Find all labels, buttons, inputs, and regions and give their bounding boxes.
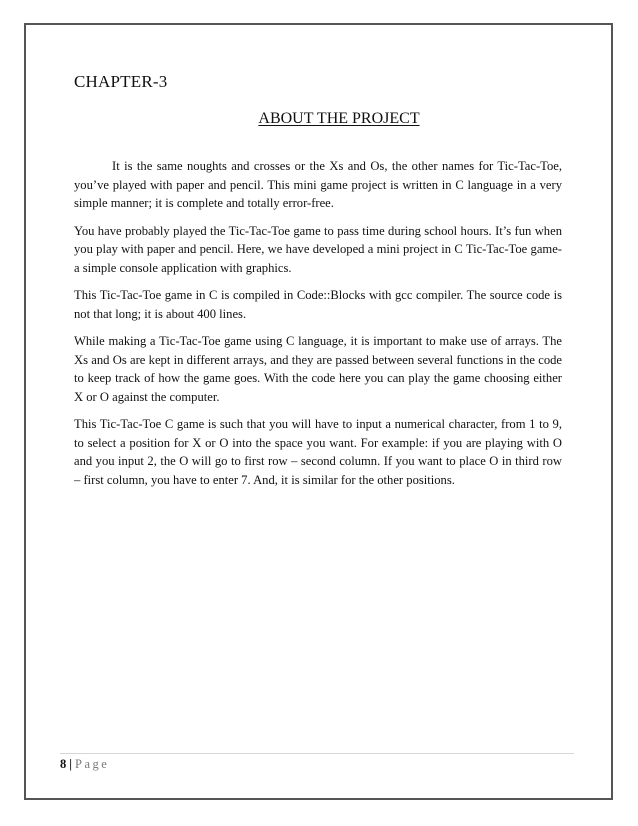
page-number: 8: [60, 757, 67, 771]
document-body: [74, 157, 562, 498]
page-title-text: ABOUT THE PROJECT: [258, 110, 420, 127]
page-title: [0, 110, 638, 128]
footer-separator: |: [69, 757, 73, 771]
chapter-heading: CHAPTER-3: [74, 72, 168, 91]
paragraph-4: While making a Tic-Tac-Toe game using C language, it is important to make use of arrays. The Xs and Os are kept in different arrays, and they are passed between several functions in the code to keep track of how the game goes. With the code here you can play the game choosing either X or O against the computer.: [74, 334, 562, 404]
page-footer: [60, 757, 109, 772]
page-label: Page: [75, 757, 110, 771]
footer-divider: [60, 753, 574, 754]
paragraph-5: This Tic-Tac-Toe C game is such that you will have to input a numerical character, from 1 to 9, to select a position for X or O into the space you want. For example: if you are playing with O and you input 2, the O will go to first row – second column. If you want to place O in third row – first column, you have to enter 7. And, it is similar for the other positions.: [74, 417, 562, 487]
paragraph-3: This Tic-Tac-Toe game in C is compiled in Code::Blocks with gcc compiler. The source code is not that long; it is about 400 lines.: [74, 288, 562, 321]
paragraph-1: It is the same noughts and crosses or the Xs and Os, the other names for Tic-Tac-Toe, you’ve played with paper and pencil. This mini game project is written in C language in a very simple manner; it is complete and totally error-free.: [74, 159, 562, 210]
paragraph-2: You have probably played the Tic-Tac-Toe game to pass time during school hours. It’s fun when you play with paper and pencil. Here, we have developed a mini project in C Tic-Tac-Toe game- a simple console application with graphics.: [74, 223, 562, 275]
